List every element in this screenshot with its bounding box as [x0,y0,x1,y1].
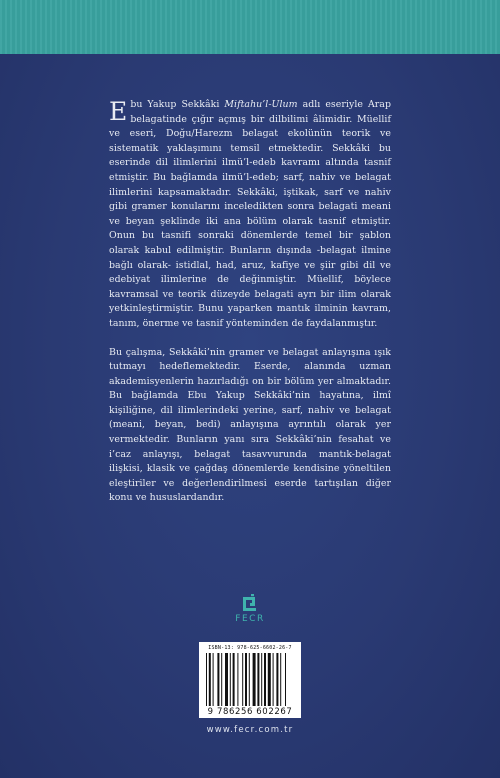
barcode-stripe [233,653,235,706]
publisher-website: www.fecr.com.tr [206,725,294,735]
back-cover-blurb [109,98,391,506]
blurb-paragraph-1 [109,98,391,332]
barcode-stripe [213,653,214,706]
barcode-stripe [249,653,250,706]
barcode-stripe [230,653,231,706]
barcode-stripe [261,653,262,706]
barcode-stripe [221,653,222,706]
barcode-stripe [273,653,274,706]
barcode-stripe [268,653,271,706]
barcode-stripe [225,653,228,706]
paragraph-1-body: adlı eseriyle Arap belagatinde çığır açmış bir dilbilimi âlimidir. Müellif ve eseri, Doğu/Harezm belagat ekolünün teorik ve sistematik yaklaşımını temsil etmektedir. Sekkâki bu eserinde dil ilimlerini ilmü’l-edeb kavramı altında tasnif etmiştir. Bu bağlamda ilmü’l-edeb; sarf, nahiv ve belagat ilimlerini kapsamaktadır. Sekkâki, iştikak, sarf ve nahiv gibi gramer konularını inceledikten sonra belagati meani ve beyan şeklinde iki ana bölüm olarak tasnif etmiştir. Onun bu tasnifi sonraki dönemlerde temel bir şablon olarak kabul edilmiştir. Bunların dışında -belagat ilmine bağlı olarak- istidlal, had, aruz, kafiye ve şiir gibi dil ve edebiyat ilimlerine de değinmiştir. Müellif, böylece kavramsal ve teorik düzeyde belagati ayrı bir ilim olarak yetkinleştirmiştir. Bunu yaparken mantık ilminin kavram, tanım, önerme ve tasnif yönteminden de faydalanmıştır. [109,99,391,329]
barcode-stripe [245,653,247,706]
publisher-name: FECR [235,614,265,624]
barcode-stripe [206,653,207,706]
isbn-barcode [199,642,301,718]
publisher-logo [226,594,274,624]
barcode-stripe [280,653,281,706]
barcode-digits: 9 786256 602267 [207,707,293,717]
barcode-icon [206,653,294,706]
barcode-stripe [217,653,219,706]
blurb-paragraph-2: Bu çalışma, Sekkâki’nin gramer ve belagat anlayışına ışık tutmayı hedeflemektedir. Eserde, alanında uzman akademisyenlerin hazırladığı on bir bölüm yer almaktadır. Bu bağlamda Ebu Yakup Sekkâki’nin hayatına, ilmî kişiliğine, dil ilimlerindeki yerine, sarf, nahiv ve belagat (meani, beyan, bedi) anlayışına ayrıntılı olarak yer vermektedir. Bunların yanı sıra Sekkâki’nin fesahat ve i’caz anlayışı, belagat tasavvurunda mantık-belagat ilişkisi, klasik ve çağdaş dönemlerde kendisine yöneltilen eleştiriler ve değerlendirilmesi eserde tartışılan diğer konu ve hususlardandır. [109,346,391,504]
barcode-stripe [253,653,256,706]
top-color-band [0,0,500,54]
barcode-stripe [209,653,211,706]
fecr-logo-icon [239,594,261,612]
barcode-stripe [276,653,278,706]
barcode-stripe [242,653,243,706]
barcode-stripe [237,653,238,706]
dropcap-letter: E [109,97,128,126]
barcode-stripe [257,653,259,706]
isbn-number: ISBN-13: 978-625-6602-26-7 [208,645,292,651]
paragraph-1-intro: bu Yakup Sekkâki [130,99,225,110]
barcode-stripe [285,653,286,706]
barcode-stripe [264,653,266,706]
work-title: Miftahu’l-Ulum [224,99,298,110]
